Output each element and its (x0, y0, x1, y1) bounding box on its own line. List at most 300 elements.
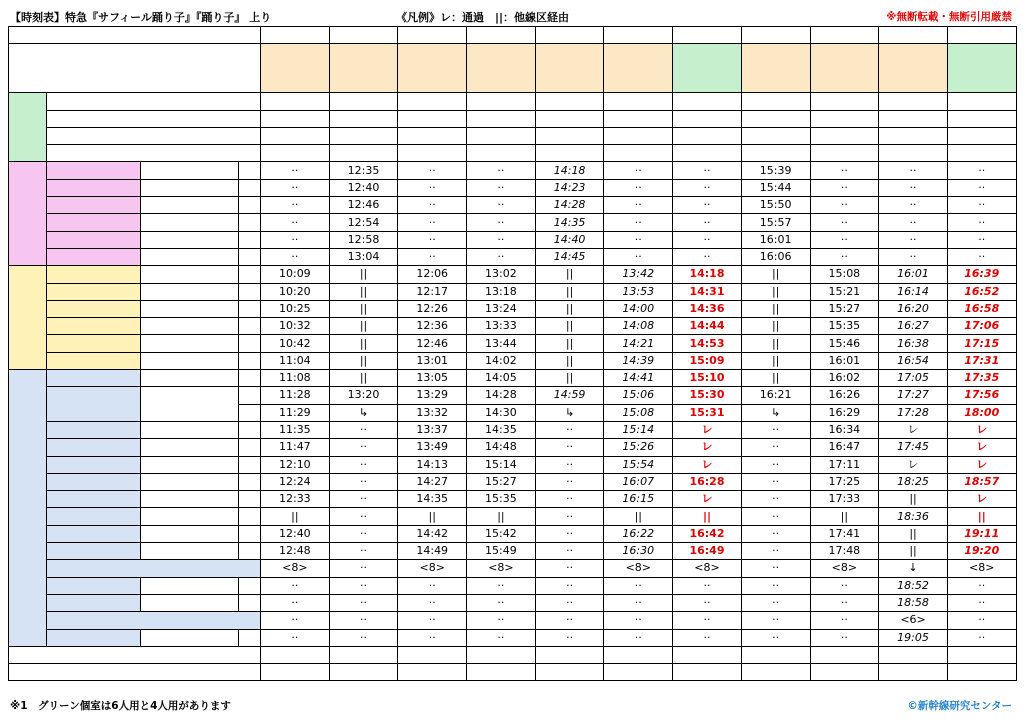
time-cell: ·· (604, 612, 673, 629)
time-cell: 12:54 (329, 214, 398, 231)
time-cell: ·· (741, 491, 810, 508)
seat-mark (604, 145, 673, 162)
time-cell: 14:28 (535, 197, 604, 214)
dep-arr-mark (239, 231, 261, 248)
train-name (741, 44, 810, 93)
station-row (9, 283, 1017, 300)
train-name (329, 44, 398, 93)
dep-arr-mark (239, 266, 261, 283)
train-name (810, 44, 879, 93)
time-cell: ·· (604, 594, 673, 611)
train-number (535, 27, 604, 44)
time-cell: 16:01 (741, 231, 810, 248)
time-cell: 15:08 (810, 266, 879, 283)
station-name (47, 283, 141, 300)
time-cell: ·· (467, 612, 536, 629)
time-cell: 12:40 (261, 525, 330, 542)
time-cell: 18:00 (947, 404, 1016, 421)
seat-mark (673, 110, 742, 127)
time-cell: 15:27 (810, 300, 879, 317)
train-number (879, 27, 948, 44)
time-cell: 17:41 (810, 525, 879, 542)
station-row (9, 456, 1017, 473)
time-cell: ·· (467, 162, 536, 179)
station-kana (141, 473, 239, 490)
time-cell: 17:15 (947, 335, 1016, 352)
seat-mark (398, 127, 467, 144)
time-cell: ·· (741, 439, 810, 456)
seat-mark (261, 127, 330, 144)
dep-arr-mark (239, 421, 261, 438)
time-cell: ·· (398, 179, 467, 196)
time-cell: 15:30 (673, 387, 742, 404)
time-cell: 12:24 (261, 473, 330, 490)
seat-mark (879, 145, 948, 162)
time-cell: 15:35 (467, 491, 536, 508)
station-row (9, 473, 1017, 490)
dep-arr-mark (239, 577, 261, 594)
time-cell: ·· (673, 248, 742, 265)
dep-arr-mark (239, 439, 261, 456)
platform-label (47, 560, 261, 577)
station-kana (141, 456, 239, 473)
station-name (47, 473, 141, 490)
station-name (47, 594, 141, 611)
time-cell: 12:06 (398, 266, 467, 283)
time-cell: 12:10 (261, 456, 330, 473)
time-cell: 10:09 (261, 266, 330, 283)
footnote: ※1 グリーン個室は6人用と4人用があります (10, 700, 231, 712)
train-name-row (9, 44, 1017, 93)
time-cell: <8> (947, 560, 1016, 577)
seat-mark (947, 93, 1016, 110)
time-cell: 15:57 (741, 214, 810, 231)
dep-arr-mark (239, 197, 261, 214)
time-cell: 15:31 (673, 404, 742, 421)
time-cell: 16:01 (879, 266, 948, 283)
time-cell: 13:20 (329, 387, 398, 404)
time-cell: ·· (810, 214, 879, 231)
time-cell: 11:47 (261, 439, 330, 456)
time-cell: ↳ (329, 404, 398, 421)
time-cell: レ (947, 421, 1016, 438)
station-name (47, 162, 141, 179)
time-cell: ·· (398, 197, 467, 214)
seat-mark (535, 145, 604, 162)
time-cell: || (535, 266, 604, 283)
time-cell: ·· (673, 214, 742, 231)
time-cell: || (329, 335, 398, 352)
time-cell: 19:11 (947, 525, 1016, 542)
time-cell: || (329, 283, 398, 300)
time-cell: || (261, 508, 330, 525)
time-cell: ·· (604, 577, 673, 594)
time-cell: ·· (535, 577, 604, 594)
train-number (947, 27, 1016, 44)
time-cell: 15:06 (604, 387, 673, 404)
time-cell: ·· (810, 629, 879, 646)
station-kana (141, 577, 239, 594)
time-cell: 13:04 (329, 248, 398, 265)
time-cell: 14:02 (467, 352, 536, 369)
time-cell: ·· (947, 629, 1016, 646)
time-cell: ·· (329, 612, 398, 629)
time-cell: 15:26 (604, 439, 673, 456)
train-number (261, 27, 330, 44)
time-cell: ·· (535, 508, 604, 525)
time-cell: 13:37 (398, 421, 467, 438)
time-cell: 11:29 (261, 404, 330, 421)
time-cell: ·· (398, 594, 467, 611)
time-cell: ·· (879, 179, 948, 196)
time-cell: 18:25 (879, 473, 948, 490)
station-kana (141, 543, 239, 560)
dep-arr-mark (239, 162, 261, 179)
seat-mark (604, 110, 673, 127)
timetable (8, 26, 1017, 681)
time-cell: ·· (535, 421, 604, 438)
station-row (9, 594, 1017, 611)
time-cell: || (947, 508, 1016, 525)
time-cell: ↳ (535, 404, 604, 421)
time-cell: ·· (879, 214, 948, 231)
station-row (9, 370, 1017, 387)
station-kana (141, 300, 239, 317)
station-kana (141, 629, 239, 646)
time-cell: ·· (535, 629, 604, 646)
station-name (47, 214, 141, 231)
seat-type (47, 127, 261, 144)
credit: ©新幹線研究センター (907, 700, 1012, 712)
time-cell: ·· (467, 179, 536, 196)
time-cell: ·· (467, 214, 536, 231)
temporary-mark (810, 646, 879, 663)
time-cell: 16:27 (879, 318, 948, 335)
time-cell: ·· (879, 248, 948, 265)
seat-mark (535, 127, 604, 144)
time-cell: ·· (741, 612, 810, 629)
train-name (535, 44, 604, 93)
station-kana (141, 352, 239, 369)
time-cell: ·· (673, 629, 742, 646)
section-label (9, 266, 47, 370)
station-name (47, 456, 141, 473)
station-name (47, 266, 141, 283)
seat-mark (467, 145, 536, 162)
remarks-cell (741, 664, 810, 681)
remarks-cell (329, 664, 398, 681)
station-kana (141, 525, 239, 542)
time-cell: ↳ (741, 404, 810, 421)
seat-mark (467, 127, 536, 144)
time-cell: 16:38 (879, 335, 948, 352)
time-cell: 11:35 (261, 421, 330, 438)
dep-arr-mark (239, 456, 261, 473)
train-number (810, 27, 879, 44)
remarks-row (9, 664, 1017, 681)
station-name (47, 439, 141, 456)
time-cell: 12:58 (329, 231, 398, 248)
time-cell: 12:33 (261, 491, 330, 508)
time-cell: ·· (947, 179, 1016, 196)
dep-arr-mark (239, 543, 261, 560)
time-cell: ·· (810, 594, 879, 611)
remarks-cell (398, 664, 467, 681)
dep-arr-mark (239, 179, 261, 196)
time-cell: 16:22 (604, 525, 673, 542)
time-cell: 15:50 (741, 197, 810, 214)
time-cell: 14:28 (467, 387, 536, 404)
remarks-cell (879, 664, 948, 681)
time-cell: || (398, 508, 467, 525)
temporary-label (9, 646, 261, 663)
time-cell: ·· (535, 525, 604, 542)
time-cell: 17:31 (947, 352, 1016, 369)
temporary-mark (879, 646, 948, 663)
time-cell: 17:11 (810, 456, 879, 473)
time-cell: 13:32 (398, 404, 467, 421)
time-cell: 14:30 (467, 404, 536, 421)
time-cell: レ (673, 456, 742, 473)
time-cell: || (673, 508, 742, 525)
legend: 《凡例》レ：通過 ||：他線区経由 (396, 11, 570, 24)
station-kana (141, 421, 239, 438)
seat-type (47, 145, 261, 162)
dep-arr-mark (239, 594, 261, 611)
time-cell: <8> (467, 560, 536, 577)
seat-mark (673, 145, 742, 162)
station-name (47, 335, 141, 352)
time-cell: 13:53 (604, 283, 673, 300)
time-cell: 10:32 (261, 318, 330, 335)
station-name (47, 179, 141, 196)
time-cell: 15:09 (673, 352, 742, 369)
time-cell: ·· (741, 456, 810, 473)
time-cell: || (329, 318, 398, 335)
time-cell: ·· (741, 421, 810, 438)
time-cell: 14:49 (398, 543, 467, 560)
time-cell: 15:21 (810, 283, 879, 300)
time-cell: 18:57 (947, 473, 1016, 490)
dep-arr-mark (239, 387, 261, 404)
time-cell: 14:36 (673, 300, 742, 317)
dep-arr-mark (239, 404, 261, 421)
time-cell: 14:31 (673, 283, 742, 300)
time-cell: ·· (398, 248, 467, 265)
time-cell: ·· (329, 439, 398, 456)
time-cell: ·· (673, 577, 742, 594)
time-cell: 14:45 (535, 248, 604, 265)
time-cell: ·· (329, 629, 398, 646)
time-cell: 13:18 (467, 283, 536, 300)
dep-arr-mark (239, 214, 261, 231)
time-cell: 14:59 (535, 387, 604, 404)
time-cell: 14:00 (604, 300, 673, 317)
time-cell: ·· (947, 612, 1016, 629)
station-name (47, 421, 141, 438)
seat-mark (810, 145, 879, 162)
time-cell: ·· (467, 248, 536, 265)
time-cell: 16:01 (810, 352, 879, 369)
dep-arr-mark (239, 629, 261, 646)
time-cell: ·· (535, 594, 604, 611)
time-cell: ·· (261, 197, 330, 214)
time-cell: || (604, 508, 673, 525)
time-cell: 15:08 (604, 404, 673, 421)
temporary-mark (467, 646, 536, 663)
time-cell: ·· (329, 525, 398, 542)
time-cell: || (741, 352, 810, 369)
time-cell: ·· (261, 594, 330, 611)
time-cell: 13:42 (604, 266, 673, 283)
station-row (9, 162, 1017, 179)
seat-mark (535, 93, 604, 110)
station-name (47, 318, 141, 335)
time-cell: ·· (741, 629, 810, 646)
time-cell: || (329, 352, 398, 369)
remarks-cell (535, 664, 604, 681)
station-kana (141, 266, 239, 283)
time-cell: 18:36 (879, 508, 948, 525)
seat-row (9, 145, 1017, 162)
station-name (47, 248, 141, 265)
time-cell: || (329, 266, 398, 283)
time-cell: ·· (604, 248, 673, 265)
time-cell: 17:25 (810, 473, 879, 490)
station-row (9, 266, 1017, 283)
time-cell: ·· (329, 543, 398, 560)
time-cell: ·· (947, 162, 1016, 179)
time-cell: 14:23 (535, 179, 604, 196)
station-kana (141, 508, 239, 525)
time-cell: 15:35 (810, 318, 879, 335)
time-cell: ·· (741, 560, 810, 577)
time-cell: 12:40 (329, 179, 398, 196)
time-cell: 14:35 (398, 491, 467, 508)
time-cell: 18:52 (879, 577, 948, 594)
seat-group-label (9, 93, 47, 162)
remarks-cell (673, 664, 742, 681)
station-kana (141, 318, 239, 335)
time-cell: 14:18 (535, 162, 604, 179)
train-name (947, 44, 1016, 93)
time-cell: 16:47 (810, 439, 879, 456)
station-row (9, 491, 1017, 508)
time-cell: ·· (329, 456, 398, 473)
time-cell: 17:45 (879, 439, 948, 456)
dep-arr-mark (239, 508, 261, 525)
time-cell: ·· (467, 231, 536, 248)
time-cell: 13:24 (467, 300, 536, 317)
time-cell: ·· (261, 577, 330, 594)
station-row (9, 560, 1017, 577)
seat-mark (467, 93, 536, 110)
time-cell: ·· (398, 162, 467, 179)
time-cell: || (535, 352, 604, 369)
time-cell: ·· (810, 162, 879, 179)
station-kana (141, 179, 239, 196)
seat-mark (810, 127, 879, 144)
seat-type (47, 110, 261, 127)
station-row (9, 300, 1017, 317)
train-number (604, 27, 673, 44)
time-cell: ·· (604, 231, 673, 248)
time-cell: 16:39 (947, 266, 1016, 283)
time-cell: 16:21 (741, 387, 810, 404)
time-cell: 11:04 (261, 352, 330, 369)
time-cell: レ (947, 456, 1016, 473)
time-cell: 14:39 (604, 352, 673, 369)
time-cell: ·· (329, 577, 398, 594)
time-cell: <8> (604, 560, 673, 577)
time-cell: ·· (673, 162, 742, 179)
seat-mark (741, 127, 810, 144)
time-cell: || (329, 300, 398, 317)
temporary-mark (261, 646, 330, 663)
time-cell: 16:15 (604, 491, 673, 508)
station-kana (141, 491, 239, 508)
time-cell: || (879, 491, 948, 508)
remarks-cell (467, 664, 536, 681)
train-number (329, 27, 398, 44)
seat-mark (604, 93, 673, 110)
time-cell: 14:40 (535, 231, 604, 248)
seat-mark (673, 93, 742, 110)
station-kana (141, 370, 239, 387)
time-cell: 15:14 (467, 456, 536, 473)
time-cell: ·· (604, 629, 673, 646)
time-cell: ·· (879, 231, 948, 248)
time-cell: || (535, 300, 604, 317)
time-cell: ·· (947, 231, 1016, 248)
station-kana (141, 439, 239, 456)
time-cell: ·· (947, 214, 1016, 231)
time-cell: ·· (947, 577, 1016, 594)
time-cell: 16:34 (810, 421, 879, 438)
seat-mark (604, 127, 673, 144)
station-row (9, 612, 1017, 629)
temporary-mark (398, 646, 467, 663)
time-cell: ·· (535, 491, 604, 508)
time-cell: 14:53 (673, 335, 742, 352)
time-cell: ·· (741, 473, 810, 490)
time-cell: 15:39 (741, 162, 810, 179)
time-cell: ·· (398, 577, 467, 594)
remarks-cell (947, 664, 1016, 681)
time-cell: 14:13 (398, 456, 467, 473)
temporary-row (9, 646, 1017, 663)
remarks-cell (604, 664, 673, 681)
time-cell: 16:52 (947, 283, 1016, 300)
time-cell: 13:33 (467, 318, 536, 335)
time-cell: ·· (741, 525, 810, 542)
time-cell: 14:35 (467, 421, 536, 438)
time-cell: || (741, 283, 810, 300)
time-cell: 17:06 (947, 318, 1016, 335)
time-cell: ·· (673, 612, 742, 629)
time-cell: 14:48 (467, 439, 536, 456)
time-cell: 14:44 (673, 318, 742, 335)
seat-row (9, 127, 1017, 144)
time-cell: ·· (810, 231, 879, 248)
time-cell: 12:46 (329, 197, 398, 214)
time-cell: ·· (741, 508, 810, 525)
time-cell: 16:07 (604, 473, 673, 490)
page-header (0, 0, 1024, 26)
station-name (47, 543, 141, 560)
time-cell: 10:25 (261, 300, 330, 317)
train-name-label (9, 44, 261, 93)
